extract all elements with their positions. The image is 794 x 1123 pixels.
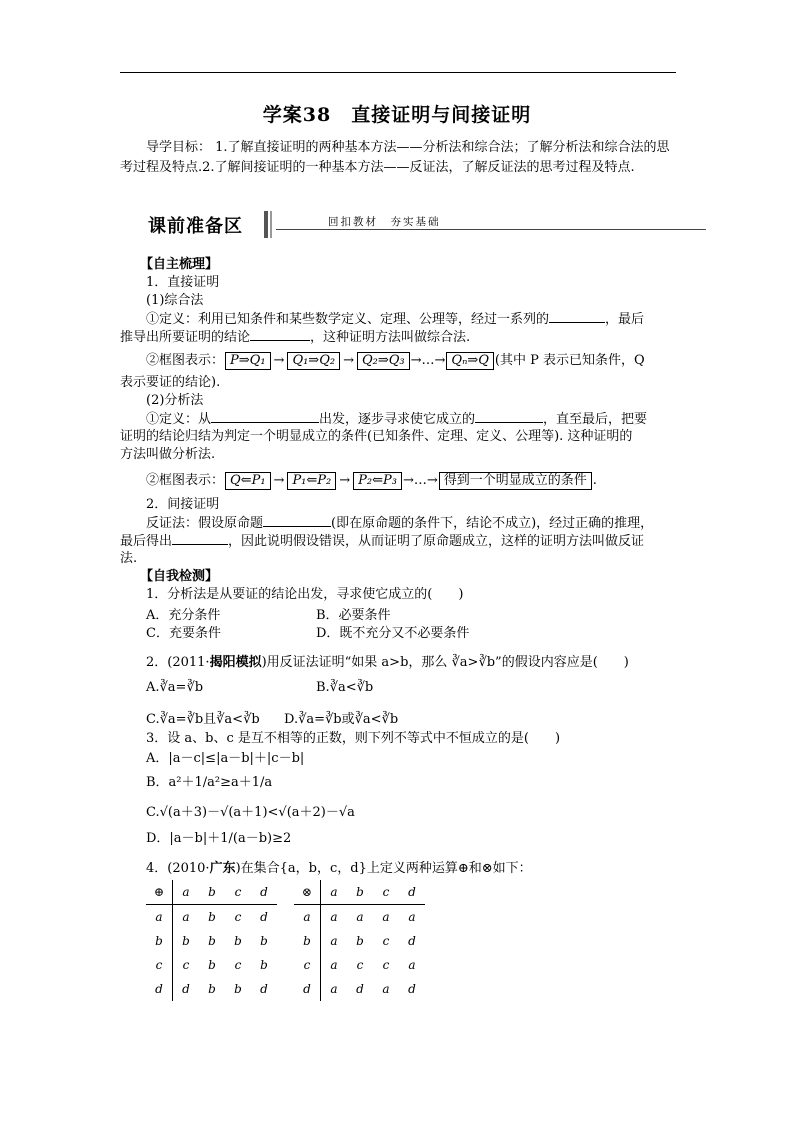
question-3-option-d: D．|a－b|＋1/(a－b)≥2 [146,831,292,846]
table-cell: a [382,982,390,996]
review-section-1b: (2)分析法 [146,393,204,408]
flow-box: Q₁⇒Q₂ [287,352,340,370]
table-header-cell: c [225,880,251,905]
intro-paragraph [120,138,676,178]
table-cell: b [260,958,268,972]
table-row [146,880,277,905]
arrow-icon: → [343,353,354,368]
flow-dots: →…→ [402,473,438,488]
table-cell: c [356,958,364,972]
arrow-icon: → [339,473,351,488]
table-cell: b [294,929,321,953]
question-2-options-row2 [146,708,676,726]
table-cell: a [294,905,321,930]
fill-blank [549,310,605,323]
table-cell: a [330,934,338,948]
table-cell: c [294,953,321,977]
question-text: 2．(2011· [146,655,210,670]
definition-text: ，因此说明假设错误，从而证明了原命题成立，这样的证明方法叫做反证 [228,534,645,549]
table-cell: a [330,982,338,996]
table-cell: b [208,958,216,972]
definition-text: ①定义：利用已知条件和某些数学定义、定理、公理等，经过一系列的 [146,312,550,327]
contradiction-definition [146,514,676,533]
table-header-cell: ⊕ [146,880,173,905]
banner-subtitle: 回扣教材 夯实基础 [328,216,441,228]
table-header-cell: b [347,880,373,905]
analysis-definition-end: 方法叫做分析法. [120,447,216,462]
synthesis-definition [146,310,676,329]
question-1-options-row1 [146,604,676,622]
table-cell: d [146,977,173,1001]
question-text: 4．(2010· [146,861,210,876]
review-section-1: 1．直接证明 [146,275,220,290]
table-cell: c [146,953,173,977]
analysis-definition [146,410,676,429]
table-header-cell: ⊗ [294,880,321,905]
table-cell: c [182,958,190,972]
option-a: A．充分条件 [146,608,221,623]
definition-text: 出发，逐步寻求使它成立的 [319,412,476,427]
table-header-cell: b [199,880,225,905]
table-row [146,929,277,953]
section-banner [148,208,708,238]
question-1-options-row2 [146,622,676,640]
flow-label: ②框图表示： [146,473,225,488]
question-3-option-c: C.√(a＋3)－√(a＋1)<√(a＋2)－√a [146,805,355,820]
table-row [146,977,277,1001]
operation-table-times [294,880,425,1001]
table-header-cell: c [373,880,399,905]
analysis-definition-cont: 证明的结论归结为判定一个明显成立的条件(已知条件、定理、定义、公理等). 这种证明的 [120,429,633,444]
question-source: 广东 [209,861,236,876]
flow-box: P⇒Q₁ [225,352,271,370]
table-cell: c [234,910,242,924]
definition-text: ，直至最后，把要 [543,412,648,427]
table-cell: a [182,910,190,924]
table-row [146,953,277,977]
option-b: B.∛a<∛b [316,680,374,695]
banner-rule [276,229,706,230]
review-heading: 【自主梳理】 [140,257,219,272]
table-cell: d [260,910,268,924]
question-3: 3．设 a、b、c 是互不相等的正数，则下列不等式中不恒成立的是( ) [146,731,561,746]
table-row [294,977,425,1001]
flow-note-cont: 表示要证的结论). [120,375,221,390]
check-heading: 【自我检测】 [140,569,219,584]
question-2-options-row1 [146,680,676,698]
fill-blank [172,532,228,545]
table-cell: b [260,934,268,948]
definition-text: (即在原命题的条件下，结论不成立)，经过正确的推理， [331,516,654,531]
question-text: )在集合{a，b，c，d}上定义两种运算⊕和⊗如下： [235,861,532,876]
flow-box: P₁⇐P₂ [287,472,336,490]
table-row [294,953,425,977]
table-cell: a [330,910,338,924]
table-cell: b [146,929,173,953]
page-title: 学案38 直接证明与间接证明 [262,104,532,126]
review-section-2: 2．间接证明 [146,497,220,512]
header-rule [120,72,676,73]
flow-box: Q₂⇒Q₃ [357,352,410,370]
table-cell: b [234,934,242,948]
flow-box: Qₙ⇒Q [446,352,493,370]
fill-blank [263,514,331,527]
option-a: A.∛a=∛b [146,680,204,695]
table-cell: b [182,934,190,948]
flow-box: Q⇐P₁ [225,472,271,490]
question-source: 揭阳模拟 [209,655,262,670]
table-cell: b [208,910,216,924]
flow-label: ②框图表示： [146,353,225,368]
table-cell: b [208,982,216,996]
table-cell: a [356,910,364,924]
contradiction-definition-end: 法. [120,551,138,566]
arrow-icon: → [273,473,285,488]
table-cell: a [146,905,173,930]
question-4 [146,860,676,878]
intro-label: 导学目标： [146,140,212,155]
question-3-option-a: A．|a－c|≤|a－b|＋|c－b| [146,751,305,766]
flow-box: P₂⇐P₃ [353,472,402,490]
definition-text: 最后得出 [120,534,173,549]
table-cell: b [356,934,364,948]
review-section-1a: (1)综合法 [146,293,204,308]
contradiction-definition-cont [120,532,650,551]
question-2 [146,654,676,672]
option-b: B．必要条件 [316,608,391,623]
table-header-cell: a [173,880,200,905]
question-1: 1．分析法是从要证的结论出发，寻求使它成立的( ) [146,587,464,602]
option-c: C.∛a=∛b且∛a<∛b [146,712,260,727]
table-row [146,905,277,930]
table-cell: c [382,958,390,972]
table-cell: d [356,982,364,996]
table-cell: c [234,958,242,972]
table-row [294,880,425,905]
question-text: )用反证法证明“如果 a>b，那么 ∛a>∛b”的假设内容应是( ) [261,655,629,670]
definition-text: 反证法：假设原命题 [146,516,264,531]
analysis-flow: ②框图表示： Q⇐P₁ → P₁⇐P₂ → P₂⇐P₃ →…→ 得到一个明显成立的条件 . [146,473,597,488]
fill-blank [475,410,543,423]
synthesis-definition-cont [120,328,650,347]
table-cell: b [208,934,216,948]
table-cell: a [408,958,416,972]
banner-divider [264,211,268,238]
table-cell: b [234,982,242,996]
option-c: C．充要条件 [146,626,221,641]
banner-divider-thin [270,211,272,238]
definition-text: ，这种证明方法叫做综合法. [310,330,471,345]
intro-text: 1.了解直接证明的两种基本方法——分析法和综合法；了解分析法和综合法的思考过程及特点.2.了解间接证明的一种基本方法——反证法，了解反证法的思考过程及特点. [120,140,670,175]
table-cell: a [330,958,338,972]
fill-blank [250,328,310,341]
table-cell: d [260,982,268,996]
operation-table-plus [146,880,277,1001]
table-row [294,905,425,930]
question-3-option-b: B．a²＋1/a²≥a＋1/a [146,775,273,790]
table-cell: d [408,934,416,948]
definition-text: ①定义：从 [146,412,212,427]
definition-text: ，最后 [605,312,645,327]
table-row [294,929,425,953]
banner-title: 课前准备区 [148,216,243,237]
table-header-cell: d [251,880,277,905]
option-d: D．既不充分又不必要条件 [316,626,470,641]
definition-text: 推导出所要证明的结论 [120,330,251,345]
option-d: D.∛a=∛b或∛a<∛b [284,712,399,727]
table-cell: d [294,977,321,1001]
synthesis-flow [146,352,676,370]
arrow-icon: → [273,353,285,368]
table-cell: d [182,982,190,996]
fill-blank [211,410,319,423]
table-cell: a [408,910,416,924]
table-header-cell: a [321,880,348,905]
table-cell: a [382,910,390,924]
flow-dots: →…→ [410,353,446,368]
table-cell: d [408,982,416,996]
flow-box: 得到一个明显成立的条件 [439,472,592,490]
table-cell: c [382,934,390,948]
table-header-cell: d [399,880,425,905]
flow-note: (其中 P 表示已知条件，Q [494,353,645,368]
